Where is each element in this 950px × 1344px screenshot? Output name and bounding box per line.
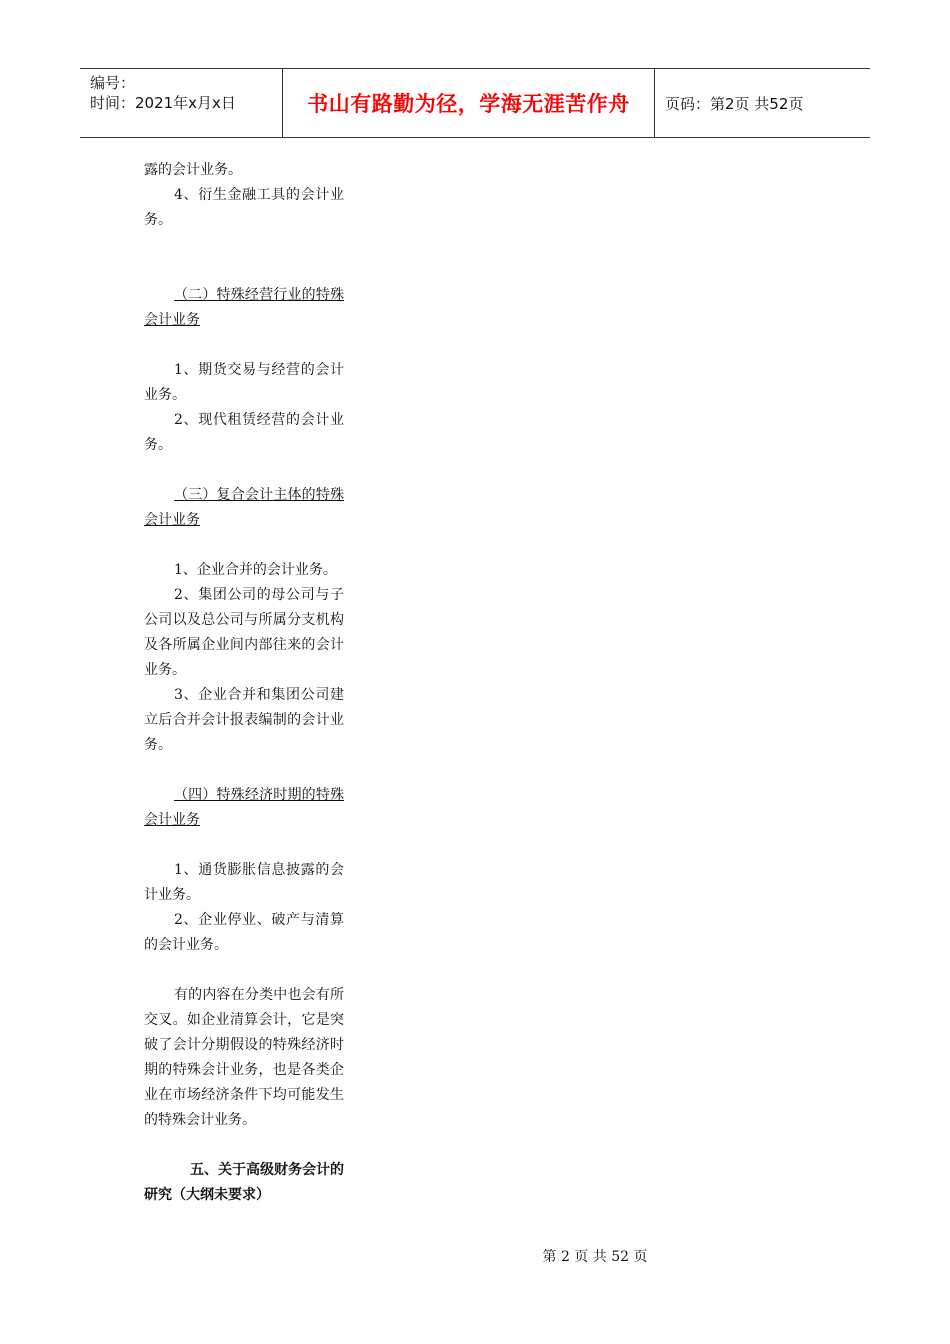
paragraph: 2、企业停业、破产与清算的会计业务。 — [144, 912, 344, 953]
paragraph: 2、集团公司的母公司与子公司以及总公司与所属分支机构及各所属企业间内部往来的会计业务。 — [144, 587, 344, 678]
motto: 书山有路勤为径，学海无涯苦作舟 — [307, 92, 630, 116]
document-date: 时间：2021年x月x日 — [90, 94, 236, 112]
paragraph: 1、企业合并的会计业务。 — [174, 562, 337, 578]
section-heading: （四）特殊经济时期的特殊会计业务 — [144, 787, 344, 828]
header-page-cell — [655, 69, 870, 137]
paragraph: 1、通货膨胀信息披露的会计业务。 — [144, 862, 344, 903]
paragraph: 1、期货交易与经营的会计业务。 — [144, 362, 344, 403]
paragraph: 露的会计业务。 — [144, 162, 242, 178]
paragraph: 4、衍生金融工具的会计业务。 — [144, 187, 344, 228]
paragraph: 3、企业合并和集团公司建立后合并会计报表编制的会计业务。 — [144, 687, 344, 753]
document-header — [80, 68, 870, 138]
document-number: 编号： — [90, 74, 136, 92]
paragraph: 有的内容在分类中也会有所交叉。如企业清算会计，它是突破了会计分期假设的特殊经济时期的特殊会计业务，也是各类企业在市场经济条件下均可能发生的特殊会计业务。 — [144, 987, 344, 1128]
text-column — [144, 158, 344, 1208]
page-indicator: 页码：第2页 共52页 — [665, 94, 804, 113]
header-meta — [80, 69, 282, 137]
section-heading: （二）特殊经营行业的特殊会计业务 — [144, 287, 344, 328]
section-heading: 五、关于高级财务会计的研究（大纲未要求） — [144, 1162, 344, 1203]
header-motto-cell — [282, 69, 655, 137]
page-footer: 第 2 页 共 52 页 — [542, 1249, 648, 1265]
paragraph: 2、现代租赁经营的会计业务。 — [144, 412, 344, 453]
section-heading: （三）复合会计主体的特殊会计业务 — [144, 487, 344, 528]
